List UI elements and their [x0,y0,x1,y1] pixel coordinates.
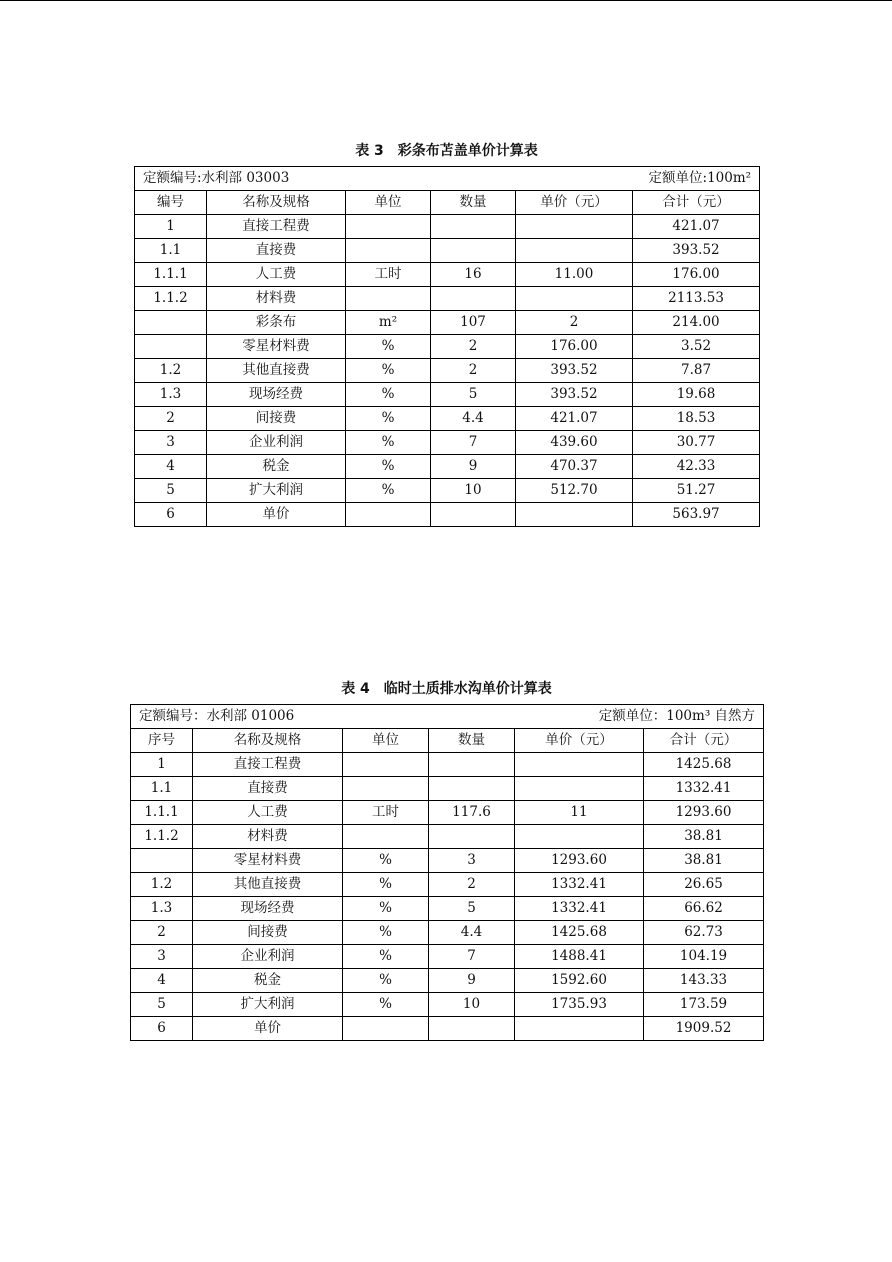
cell-unit-price: 1592.60 [515,969,644,993]
cell-item-name: 材料费 [207,287,346,311]
cell-quantity: 9 [429,969,515,993]
table-row [135,287,760,311]
table-4-body [131,705,764,1041]
cell-quantity: 4.4 [429,921,515,945]
cell-item-name: 材料费 [193,825,343,849]
cell-unit-price [515,777,644,801]
cell-quantity [431,503,516,527]
table-row [135,431,760,455]
table-3 [134,166,760,527]
cell-unit-price: 421.07 [516,407,633,431]
table-row [131,945,764,969]
table-row [131,921,764,945]
table-3-body [135,167,760,527]
cell-unit-price [516,287,633,311]
cell-quantity: 4.4 [431,407,516,431]
header-row [135,191,760,215]
cell-total: 176.00 [633,263,760,287]
cell-unit-price [516,215,633,239]
column-header-quantity: 数量 [429,729,515,753]
column-header-total: 合计（元） [644,729,764,753]
cell-quantity [429,825,515,849]
cell-unit-price [515,753,644,777]
cell-quantity: 5 [429,897,515,921]
cell-item-name: 直接费 [207,239,346,263]
cell-quantity: 107 [431,311,516,335]
cell-total: 19.68 [633,383,760,407]
column-header-item-name: 名称及规格 [207,191,346,215]
cell-total: 421.07 [633,215,760,239]
table-row [131,777,764,801]
cell-unit-price: 11 [515,801,644,825]
cell-quantity [429,753,515,777]
cell-total: 7.87 [633,359,760,383]
cell-item-name: 现场经费 [193,897,343,921]
table-row [131,753,764,777]
cell-item-name: 直接工程费 [207,215,346,239]
table-row [135,335,760,359]
cell-quantity: 7 [429,945,515,969]
cell-total: 62.73 [644,921,764,945]
table-row [131,1017,764,1041]
cell-item-name: 人工费 [193,801,343,825]
cell-total: 26.65 [644,873,764,897]
cell-unit-price: 439.60 [516,431,633,455]
cell-code: 5 [131,993,193,1017]
cell-unit-price [516,503,633,527]
cell-total: 18.53 [633,407,760,431]
quota-number: 定额编号:水利部 03003 [143,170,290,186]
quota-info [135,167,760,191]
cell-quantity [431,239,516,263]
cell-code: 3 [131,945,193,969]
cell-item-name: 间接费 [207,407,346,431]
table-row [135,311,760,335]
cell-quantity: 16 [431,263,516,287]
cell-total: 30.77 [633,431,760,455]
cell-item-name: 税金 [207,455,346,479]
cell-code: 2 [135,407,207,431]
cell-unit [346,287,431,311]
table-row [131,897,764,921]
cell-unit-price: 11.00 [516,263,633,287]
cell-item-name: 零星材料费 [193,849,343,873]
cell-total: 1293.60 [644,801,764,825]
cell-code: 4 [135,455,207,479]
cell-unit: % [343,897,429,921]
cell-item-name: 税金 [193,969,343,993]
table-row [131,993,764,1017]
page-top-border [0,0,892,1]
column-header-total: 合计（元） [633,191,760,215]
cell-code [135,335,207,359]
cell-quantity: 117.6 [429,801,515,825]
cell-code [135,311,207,335]
cell-code: 3 [135,431,207,455]
table-row [135,239,760,263]
cell-code: 1.2 [131,873,193,897]
cell-item-name: 企业利润 [193,945,343,969]
cell-unit: % [346,479,431,503]
cell-unit-price: 1735.93 [515,993,644,1017]
table-4 [130,704,764,1041]
column-header-quantity: 数量 [431,191,516,215]
cell-total: 173.59 [644,993,764,1017]
table-row [135,479,760,503]
cell-unit: % [343,921,429,945]
cell-unit [346,215,431,239]
cell-quantity: 10 [431,479,516,503]
cell-total: 1332.41 [644,777,764,801]
cell-unit-price [515,1017,644,1041]
cell-quantity: 10 [429,993,515,1017]
cell-unit: % [346,359,431,383]
cell-unit: % [343,849,429,873]
cell-code: 1 [131,753,193,777]
cell-unit [343,1017,429,1041]
cell-code [131,849,193,873]
column-header-code: 编号 [135,191,207,215]
cell-code: 1.2 [135,359,207,383]
header-row [131,729,764,753]
table-row [131,825,764,849]
cell-quantity: 7 [431,431,516,455]
table-row [135,215,760,239]
cell-unit-price: 512.70 [516,479,633,503]
table-row [131,969,764,993]
cell-quantity [429,777,515,801]
cell-unit-price: 1293.60 [515,849,644,873]
cell-code: 6 [131,1017,193,1041]
cell-item-name: 现场经费 [207,383,346,407]
quota-info [131,705,764,729]
cell-item-name: 零星材料费 [207,335,346,359]
column-header-unit: 单位 [346,191,431,215]
cell-unit: % [346,383,431,407]
cell-unit: % [343,993,429,1017]
cell-code: 1.1.1 [131,801,193,825]
cell-item-name: 扩大利润 [193,993,343,1017]
cell-unit: % [346,335,431,359]
table-row [135,263,760,287]
cell-unit-price: 1425.68 [515,921,644,945]
cell-code: 1.1 [131,777,193,801]
cell-quantity: 9 [431,455,516,479]
cell-code: 2 [131,921,193,945]
cell-unit: m² [346,311,431,335]
cell-code: 1.1.2 [135,287,207,311]
quota-row [131,705,764,729]
cell-total: 1909.52 [644,1017,764,1041]
cell-code: 4 [131,969,193,993]
cell-total: 38.81 [644,849,764,873]
cell-item-name: 其他直接费 [193,873,343,897]
cell-total: 2113.53 [633,287,760,311]
cell-item-name: 单价 [193,1017,343,1041]
quota-unit: 定额单位:100m² [648,170,752,186]
cell-quantity: 2 [431,335,516,359]
cell-unit [346,239,431,263]
cell-code: 1 [135,215,207,239]
cell-unit-price: 1332.41 [515,897,644,921]
cell-total: 51.27 [633,479,760,503]
cell-total: 214.00 [633,311,760,335]
cell-quantity: 2 [431,359,516,383]
cell-total: 42.33 [633,455,760,479]
cell-unit-price: 393.52 [516,359,633,383]
cell-item-name: 直接工程费 [193,753,343,777]
table-row [135,455,760,479]
cell-unit: % [346,431,431,455]
table-row [131,801,764,825]
cell-unit [343,777,429,801]
table-3-caption: 表 3 彩条布苫盖单价计算表 [355,143,538,159]
cell-item-name: 其他直接费 [207,359,346,383]
table-row [135,383,760,407]
cell-total: 3.52 [633,335,760,359]
cell-code: 1.1 [135,239,207,263]
cell-unit: % [346,407,431,431]
table-4-caption: 表 4 临时土质排水沟单价计算表 [341,681,552,697]
cell-unit: % [343,945,429,969]
cell-quantity: 2 [429,873,515,897]
cell-code: 1.1.2 [131,825,193,849]
cell-total: 1425.68 [644,753,764,777]
cell-unit: % [346,455,431,479]
cell-item-name: 直接费 [193,777,343,801]
cell-unit [343,825,429,849]
column-header-unit-price: 单价（元） [516,191,633,215]
quota-unit: 定额单位：100m³ 自然方 [598,708,756,724]
cell-quantity [429,1017,515,1041]
cell-quantity: 5 [431,383,516,407]
cell-total: 104.19 [644,945,764,969]
cell-unit [346,503,431,527]
cell-total: 38.81 [644,825,764,849]
cell-total: 66.62 [644,897,764,921]
cell-unit-price: 1332.41 [515,873,644,897]
cell-unit-price: 1488.41 [515,945,644,969]
cell-item-name: 单价 [207,503,346,527]
cell-item-name: 人工费 [207,263,346,287]
table-row [135,407,760,431]
cell-unit-price: 470.37 [516,455,633,479]
cell-unit-price [515,825,644,849]
cell-unit: 工时 [343,801,429,825]
cell-unit-price: 393.52 [516,383,633,407]
cell-unit-price [516,239,633,263]
table-row [135,359,760,383]
cell-unit [343,753,429,777]
cell-total: 143.33 [644,969,764,993]
table-row [135,503,760,527]
cell-total: 563.97 [633,503,760,527]
cell-quantity [431,287,516,311]
quota-row [135,167,760,191]
cell-unit-price: 176.00 [516,335,633,359]
column-header-unit: 单位 [343,729,429,753]
cell-quantity: 3 [429,849,515,873]
cell-item-name: 间接费 [193,921,343,945]
cell-code: 6 [135,503,207,527]
quota-number: 定额编号：水利部 01006 [139,708,295,724]
cell-unit: % [343,873,429,897]
column-header-item-name: 名称及规格 [193,729,343,753]
cell-unit-price: 2 [516,311,633,335]
column-header-code: 序号 [131,729,193,753]
table-row [131,849,764,873]
cell-item-name: 企业利润 [207,431,346,455]
cell-code: 5 [135,479,207,503]
cell-total: 393.52 [633,239,760,263]
cell-code: 1.1.1 [135,263,207,287]
table-row [131,873,764,897]
column-header-unit-price: 单价（元） [515,729,644,753]
cell-item-name: 彩条布 [207,311,346,335]
cell-code: 1.3 [131,897,193,921]
cell-unit: % [343,969,429,993]
cell-unit: 工时 [346,263,431,287]
cell-item-name: 扩大利润 [207,479,346,503]
cell-code: 1.3 [135,383,207,407]
cell-quantity [431,215,516,239]
